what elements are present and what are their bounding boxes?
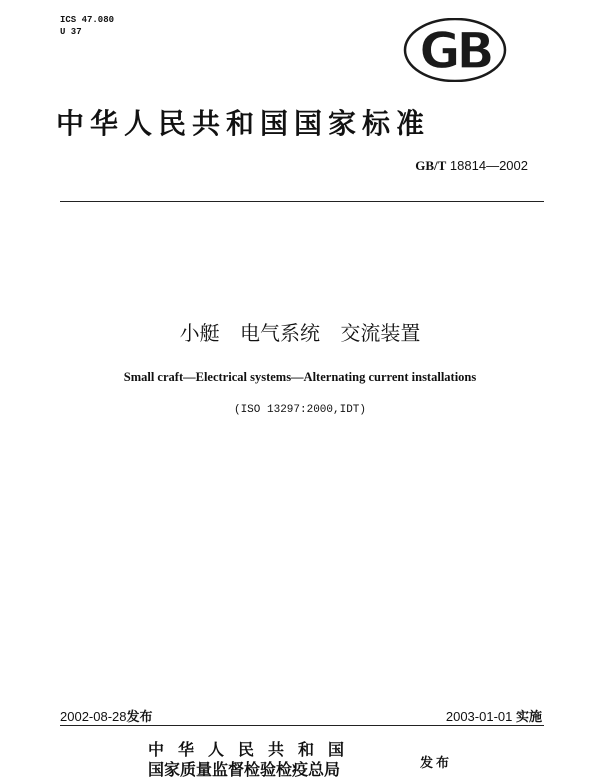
english-title: Small craft—Electrical systems—Alternating current installations [123,370,477,384]
effective-date-word: 实施 [515,709,542,724]
issuer-issue-word: 发布 [420,756,453,771]
effective-date-value: 2003-01-01 [445,709,513,724]
gb-logo-text: GB [419,22,491,80]
gb-logo [403,18,507,82]
standard-code [415,158,528,174]
chinese-title: 小艇 电气系统 交流装置 [179,321,421,345]
issue-date-word: 发布 [126,709,153,724]
standard-title: 中华人民共和国国家标准 [56,107,431,140]
effective-date [446,706,542,725]
header-divider [60,201,544,202]
issuer-line1: 中华人民共和国 [148,740,359,759]
issue-date [60,706,153,725]
standard-code-number: 18814—2002 [449,158,528,173]
standard-code-prefix: GB/T [415,158,447,173]
issue-date-value: 2002-08-28 [60,709,127,724]
issuer [148,740,358,780]
iso-reference: (ISO 13297:2000,IDT) [233,404,367,416]
issuer-line2: 国家质量监督检验检疫总局 [148,760,341,779]
footer-divider [60,725,544,726]
ccs-code: U 37 [60,27,82,37]
ics-code: ICS 47.080 [60,15,115,25]
classification-codes [60,14,114,38]
